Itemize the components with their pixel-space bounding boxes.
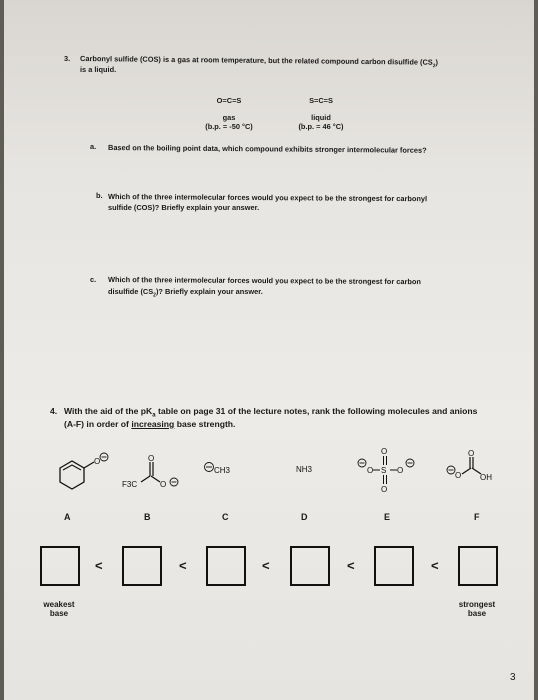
less-than-1: < [95, 558, 103, 573]
part-c-letter: c. [90, 275, 97, 284]
molecule-a-structure [40, 450, 110, 500]
molecule-b-structure [122, 452, 192, 502]
question-3-number: 3. [64, 54, 71, 63]
molecule-c-text: CH3 [214, 466, 231, 475]
molecule-c-structure [202, 458, 252, 488]
molecule-c-label: C [222, 512, 229, 522]
svg-text:O: O [468, 450, 475, 458]
part-c-line1: Which of the three intermolecular forces would you expect to be the strongest for carbon [107, 275, 421, 287]
rank-box-5[interactable] [374, 546, 414, 586]
molecule-f-structure [442, 450, 512, 500]
rank-box-1[interactable] [40, 546, 80, 586]
molecule-f-label: F [474, 512, 480, 522]
molecule-e-label: E [384, 512, 391, 522]
question-4-number: 4. [50, 406, 58, 416]
molecule-d-text: NH3 [296, 465, 313, 474]
page-number: 3 [510, 672, 516, 683]
question-3-intro: Carbonyl sulfide (COS) is a gas at room temperature, but the related compound carbon disulfide $(CS_2)$ [79, 54, 439, 70]
part-c-line2: disulfide $(CS_2)$? Briefly explain your answer. [108, 287, 263, 299]
cs2-boiling-point: (b.p. = 46 °C) [298, 122, 344, 131]
svg-text:O: O [455, 471, 462, 480]
part-b-letter: b. [96, 191, 103, 200]
molecule-f-text: OH [480, 473, 492, 482]
svg-text:O: O [160, 480, 167, 489]
molecule-b-text: F3C [122, 480, 138, 489]
svg-text:O: O [381, 485, 388, 494]
rank-box-3[interactable] [206, 546, 246, 586]
question-4-line2: (A-F) in order of increasing base strength. [64, 419, 236, 429]
molecule-d-label: D [301, 512, 308, 522]
molecule-a-label: A [64, 512, 71, 522]
cos-state: gas [222, 113, 236, 122]
cs2-formula: S=C=S [309, 96, 333, 105]
part-b-line2: sulfide (COS)? Briefly explain your answer. [108, 203, 260, 212]
rank-box-2[interactable] [122, 546, 162, 586]
question-4-line1: With the aid of the $pK_a$ table on page 31 of the lecture notes, rank the following molecules and anions [64, 406, 478, 419]
part-a-text: Based on the boiling point data, which compound exhibits stronger intermolecular forces? [107, 143, 427, 155]
cos-boiling-point: (b.p. = -50 °C) [205, 122, 253, 131]
worksheet-page [4, 0, 534, 700]
question-3-intro-line2: is a liquid. [80, 65, 117, 74]
less-than-4: < [347, 558, 355, 573]
less-than-3: < [262, 558, 270, 573]
molecule-e-text: S [381, 466, 387, 475]
rank-box-6[interactable] [458, 546, 498, 586]
svg-text:O: O [381, 447, 388, 456]
rank-box-4[interactable] [290, 546, 330, 586]
cs2-state: liquid [311, 113, 331, 122]
cos-formula: O=C=S [216, 96, 242, 105]
svg-text:O: O [148, 454, 155, 463]
strongest-label: strongest base [458, 600, 496, 618]
svg-text:O: O [94, 457, 101, 466]
svg-text:O: O [397, 466, 404, 475]
molecule-d-structure [290, 460, 330, 485]
svg-text:O: O [367, 466, 374, 475]
less-than-5: < [431, 558, 439, 573]
part-b-line1: Which of the three intermolecular forces would you expect to be the strongest for carbonyl [107, 192, 428, 204]
molecule-e-structure [354, 445, 424, 500]
molecule-b-label: B [144, 512, 151, 522]
part-a-letter: a. [90, 142, 97, 151]
weakest-label: weakest base [43, 600, 75, 618]
less-than-2: < [179, 558, 187, 573]
